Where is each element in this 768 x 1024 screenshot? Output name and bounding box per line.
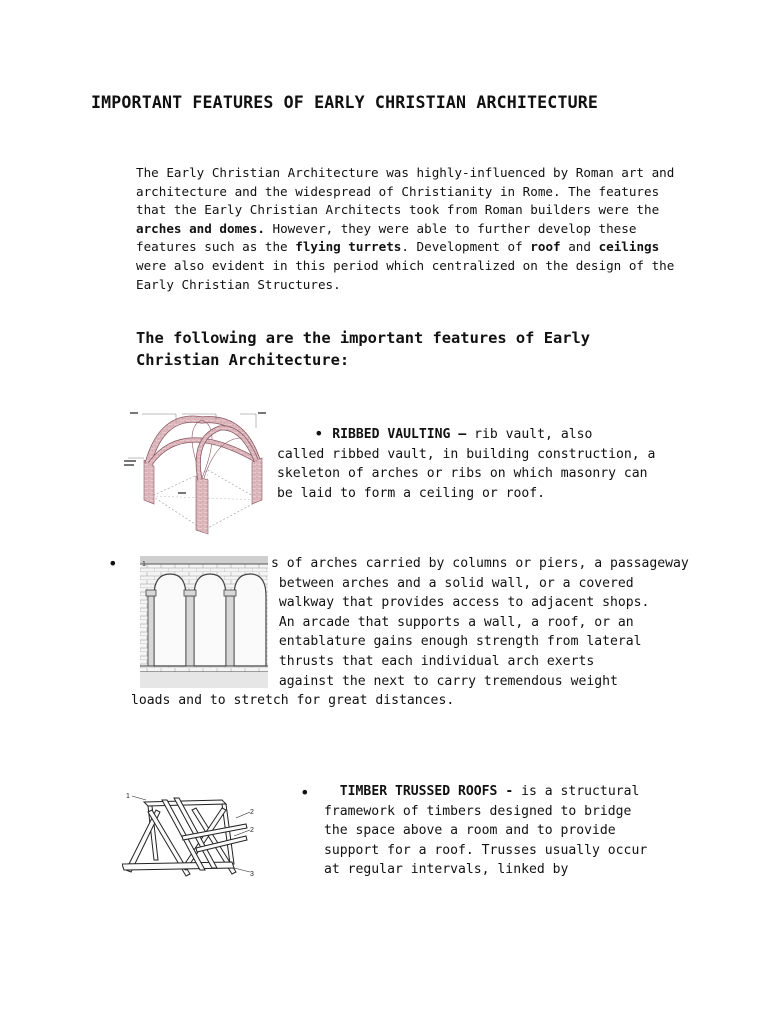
text-line: at regular intervals, linked by — [324, 862, 569, 878]
ribbed-vault-illustration — [122, 408, 272, 538]
text-line: framework of timbers designed to bridge — [324, 803, 632, 819]
text-line: between arches and a solid wall, or a covered — [278, 575, 634, 591]
ribbed-vault-dash: – — [450, 427, 467, 442]
timber-truss-text — [324, 782, 647, 880]
text-line: skeleton of arches or ribs on which masonry can — [277, 466, 648, 482]
intro-line: Early Christian Structures. — [136, 276, 341, 292]
arcade-text — [271, 554, 689, 691]
text-line: An arcade that supports a wall, a roof, or an — [278, 614, 634, 630]
text-line: thrusts that each individual arch exerts — [278, 653, 595, 669]
text-line: be laid to form a ceiling or roof. — [277, 485, 546, 501]
arcade-text-last-line: loads and to stretch for great distances. — [131, 693, 455, 708]
text-line: support for a roof. Trusses usually occur — [324, 842, 648, 858]
intro-line: architecture and the widespread of Christianity in Rome. The features — [136, 183, 660, 199]
truss-label: 2 — [250, 827, 254, 834]
svg-text:1: 1 — [142, 561, 146, 568]
section-subheading — [136, 327, 590, 371]
intro-line: . Development of — [401, 239, 531, 255]
intro-line: and — [560, 239, 599, 255]
intro-paragraph — [136, 164, 696, 294]
text-line: the space above a room and to provide — [324, 823, 616, 839]
ribbed-vault-heading: RIBBED VAULTING — [332, 427, 451, 442]
bullet-dot: • — [108, 554, 118, 573]
timber-truss-heading: TIMBER TRUSSED ROOFS - — [339, 784, 514, 799]
intro-line: However, they were able to further develop these — [264, 220, 637, 236]
arcade-illustration — [140, 556, 268, 688]
bullet-dot: • — [314, 424, 324, 443]
intro-bold-term: flying turrets — [295, 239, 402, 255]
page-title: IMPORTANT FEATURES OF EARLY CHRISTIAN ARCHITECTURE — [91, 93, 599, 112]
text-line: rib vault, also — [466, 427, 593, 442]
intro-bold-term: arches and domes. — [136, 220, 265, 236]
intro-line: The Early Christian Architecture was highly-influenced by Roman art and — [136, 165, 675, 180]
truss-label: 3 — [250, 871, 254, 878]
text-line: called ribbed vault, in building construction, a — [277, 446, 656, 462]
intro-line: were also evident in this period which centralized on the design of the — [136, 257, 675, 273]
truss-label: 1 — [126, 793, 130, 800]
intro-line: features such as the — [136, 239, 296, 255]
subheading-line: The following are the important features of Early — [136, 329, 591, 347]
text-line: walkway that provides access to adjacent shops. — [278, 595, 650, 611]
subheading-line: Christian Architecture: — [136, 351, 350, 369]
intro-line: that the Early Christian Architects took from Roman builders were the — [136, 202, 660, 218]
text-line: against the next to carry tremendous weight — [278, 673, 618, 689]
bullet-dot: • — [300, 783, 310, 802]
text-line: entablature gains enough strength from lateral — [278, 634, 642, 650]
text-line: s of arches carried by columns or piers, a passageway — [271, 556, 689, 571]
text-line: is a structural — [513, 784, 640, 799]
timber-truss-illustration — [122, 790, 262, 888]
intro-bold-term: ceilings — [598, 239, 660, 255]
ribbed-vault-text — [277, 425, 655, 503]
truss-label: 2 — [250, 809, 254, 816]
intro-bold-term: roof — [530, 239, 561, 255]
